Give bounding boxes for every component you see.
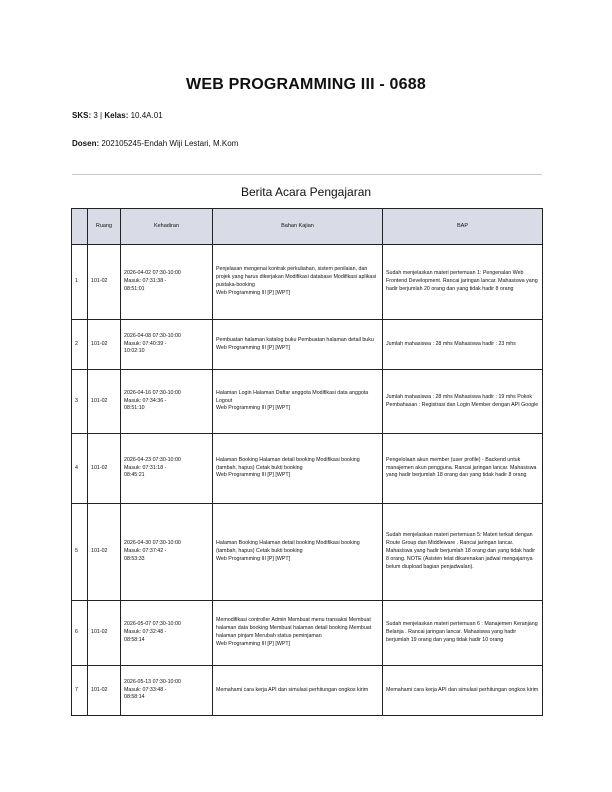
table-row bbox=[72, 666, 543, 716]
course-title: WEB PROGRAMMING III - 0688 bbox=[186, 76, 426, 93]
row-bap: Memahami cara kerja API dan simulasi perhitungan ongkos kirim bbox=[383, 666, 543, 716]
row-kehadiran: 2026-04-16 07:30-10:00 Masuk: 07:34:36 - 08:51:10 bbox=[121, 370, 213, 434]
dosen-value: 202105245-Endah Wiji Lestari, M.Kom bbox=[101, 139, 239, 148]
row-number: 4 bbox=[72, 434, 88, 504]
table-row bbox=[72, 320, 543, 370]
row-ruang: 101-02 bbox=[88, 504, 121, 601]
row-bap: Sudah menjelaskan materi pertemuan 5: Materi terkait dengan Route Group dan Middleware . Rancai jaringan lancar. Mahasiswa yang hadir berjumlah 18 orang dan yang tidak hadir 8 orang. NOTE (Asisten telat dikarenakan jadwal mengajarnya belum diupload bagian penjadwalan). bbox=[383, 504, 543, 601]
row-bap: Sudah menjelaskan materi pertemuan 6 : Manajemen Keranjang Belanja . Rancai jaringan lancar. Mahasiswa yang hadir berjumlah 19 orang dan yang tidak hadir 10 orang bbox=[383, 601, 543, 666]
row-bahan-kajian: Pembuatan halaman katalog buku Pembuatan halaman detail buku Web Programming III [P] [WPT] bbox=[213, 320, 383, 370]
row-bahan-kajian: Halaman Login Halaman Daftar anggota Modifikasi data anggota Logout Web Programming III [P] [WPT] bbox=[213, 370, 383, 434]
row-kehadiran: 2026-04-02 07:30-10:00 Masuk: 07:31:38 - 08:51:01 bbox=[121, 245, 213, 320]
row-kehadiran: 2026-04-08 07:30-10:00 Masuk: 07:40:39 - 10:02:10 bbox=[121, 320, 213, 370]
header-bahan-kajian: Bahan Kajian bbox=[213, 209, 383, 245]
row-number: 1 bbox=[72, 245, 88, 320]
row-bahan-kajian: Penjelasan mengenai kontrak perkuliahan, sistem penilaian, dan projek yang harus dikerjakan Modifikasi database Modifikasi aplikasi pustaka-booking Web Programming III [P] [WPT] bbox=[213, 245, 383, 320]
row-ruang: 101-02 bbox=[88, 320, 121, 370]
table-row bbox=[72, 504, 543, 601]
row-ruang: 101-02 bbox=[88, 370, 121, 434]
meta-separator: | bbox=[100, 111, 103, 120]
row-bap: Jumlah mahasiswa : 28 mhs Mahasiswa hadir : 19 mhs Pokok Pembahasan : Registrasi dan Login Member dengan API Google bbox=[383, 370, 543, 434]
sks-value: 3 bbox=[93, 111, 98, 120]
row-bahan-kajian: Halaman Booking Halaman detail booking Modifikasi booking (tambah, hapus) Cetak bukti booking Web Programming III [P] [WPT] bbox=[213, 504, 383, 601]
row-ruang: 101-02 bbox=[88, 434, 121, 504]
header-bap: BAP bbox=[383, 209, 543, 245]
row-kehadiran: 2026-04-30 07:30-10:00 Masuk: 07:37:42 - 08:53:33 bbox=[121, 504, 213, 601]
row-bahan-kajian: Halaman Booking Halaman detail booking Modifikasi booking (tambah, hapus) Cetak bukti booking Web Programming III [P] [WPT] bbox=[213, 434, 383, 504]
row-kehadiran: 2026-05-07 07:30-10:00 Masuk: 07:32:48 - 08:58:14 bbox=[121, 601, 213, 666]
table-row bbox=[72, 601, 543, 666]
row-bap: Pengelolaan akun member (user profile) - Backend untuk manajemen akun pengguna. Rancai jaringan lancar. Mahasiswa yang hadir berjumlah 18 orang dan yang tidak hadir 8 orang bbox=[383, 434, 543, 504]
sks-label: SKS: bbox=[72, 111, 92, 120]
header-no bbox=[72, 209, 88, 245]
lecturer-line bbox=[72, 139, 238, 148]
course-meta-line bbox=[72, 111, 163, 120]
table-row bbox=[72, 434, 543, 504]
kelas-label: Kelas: bbox=[104, 111, 129, 120]
row-kehadiran: 2026-05-13 07:30-10:00 Masuk: 07:33:48 - 08:58:14 bbox=[121, 666, 213, 716]
row-bahan-kajian: Memahami cara kerja API dan simulasi perhitungan ongkos kirim bbox=[213, 666, 383, 716]
teaching-record-table bbox=[71, 208, 543, 716]
row-number: 5 bbox=[72, 504, 88, 601]
row-number: 6 bbox=[72, 601, 88, 666]
dosen-label: Dosen: bbox=[72, 139, 100, 148]
row-number: 2 bbox=[72, 320, 88, 370]
row-bap: Sudah menjelaskan materi pertemuan 1: Pengenalan Web Frontend Development. Rancai jaringan lancar. Mahasiswa yang hadir berjumlah 20 orang dan yang tidak hadir 8 orang bbox=[383, 245, 543, 320]
row-ruang: 101-02 bbox=[88, 245, 121, 320]
row-ruang: 101-02 bbox=[88, 666, 121, 716]
table-header-row bbox=[72, 209, 543, 245]
row-bahan-kajian: Memodifikasi controller Admin Membuat menu transaksi Membuat halaman data booking Membuat halaman detail booking Membuat halaman pinjam Merubah status peminjaman Web Programming III [P] [WPT] bbox=[213, 601, 383, 666]
header-kehadiran: Kehadiran bbox=[121, 209, 213, 245]
row-ruang: 101-02 bbox=[88, 601, 121, 666]
header-ruang: Ruang bbox=[88, 209, 121, 245]
kelas-value: 10.4A.01 bbox=[130, 111, 163, 120]
row-number: 3 bbox=[72, 370, 88, 434]
table-row bbox=[72, 370, 543, 434]
table-row bbox=[72, 245, 543, 320]
row-bap: Jumlah mahasiswa : 28 mhs Mahasiswa hadir : 23 mhs bbox=[383, 320, 543, 370]
row-kehadiran: 2026-04-23 07:30-10:00 Masuk: 07:31:18 - 08:45:21 bbox=[121, 434, 213, 504]
divider bbox=[72, 174, 542, 175]
row-number: 7 bbox=[72, 666, 88, 716]
section-title: Berita Acara Pengajaran bbox=[240, 185, 372, 199]
